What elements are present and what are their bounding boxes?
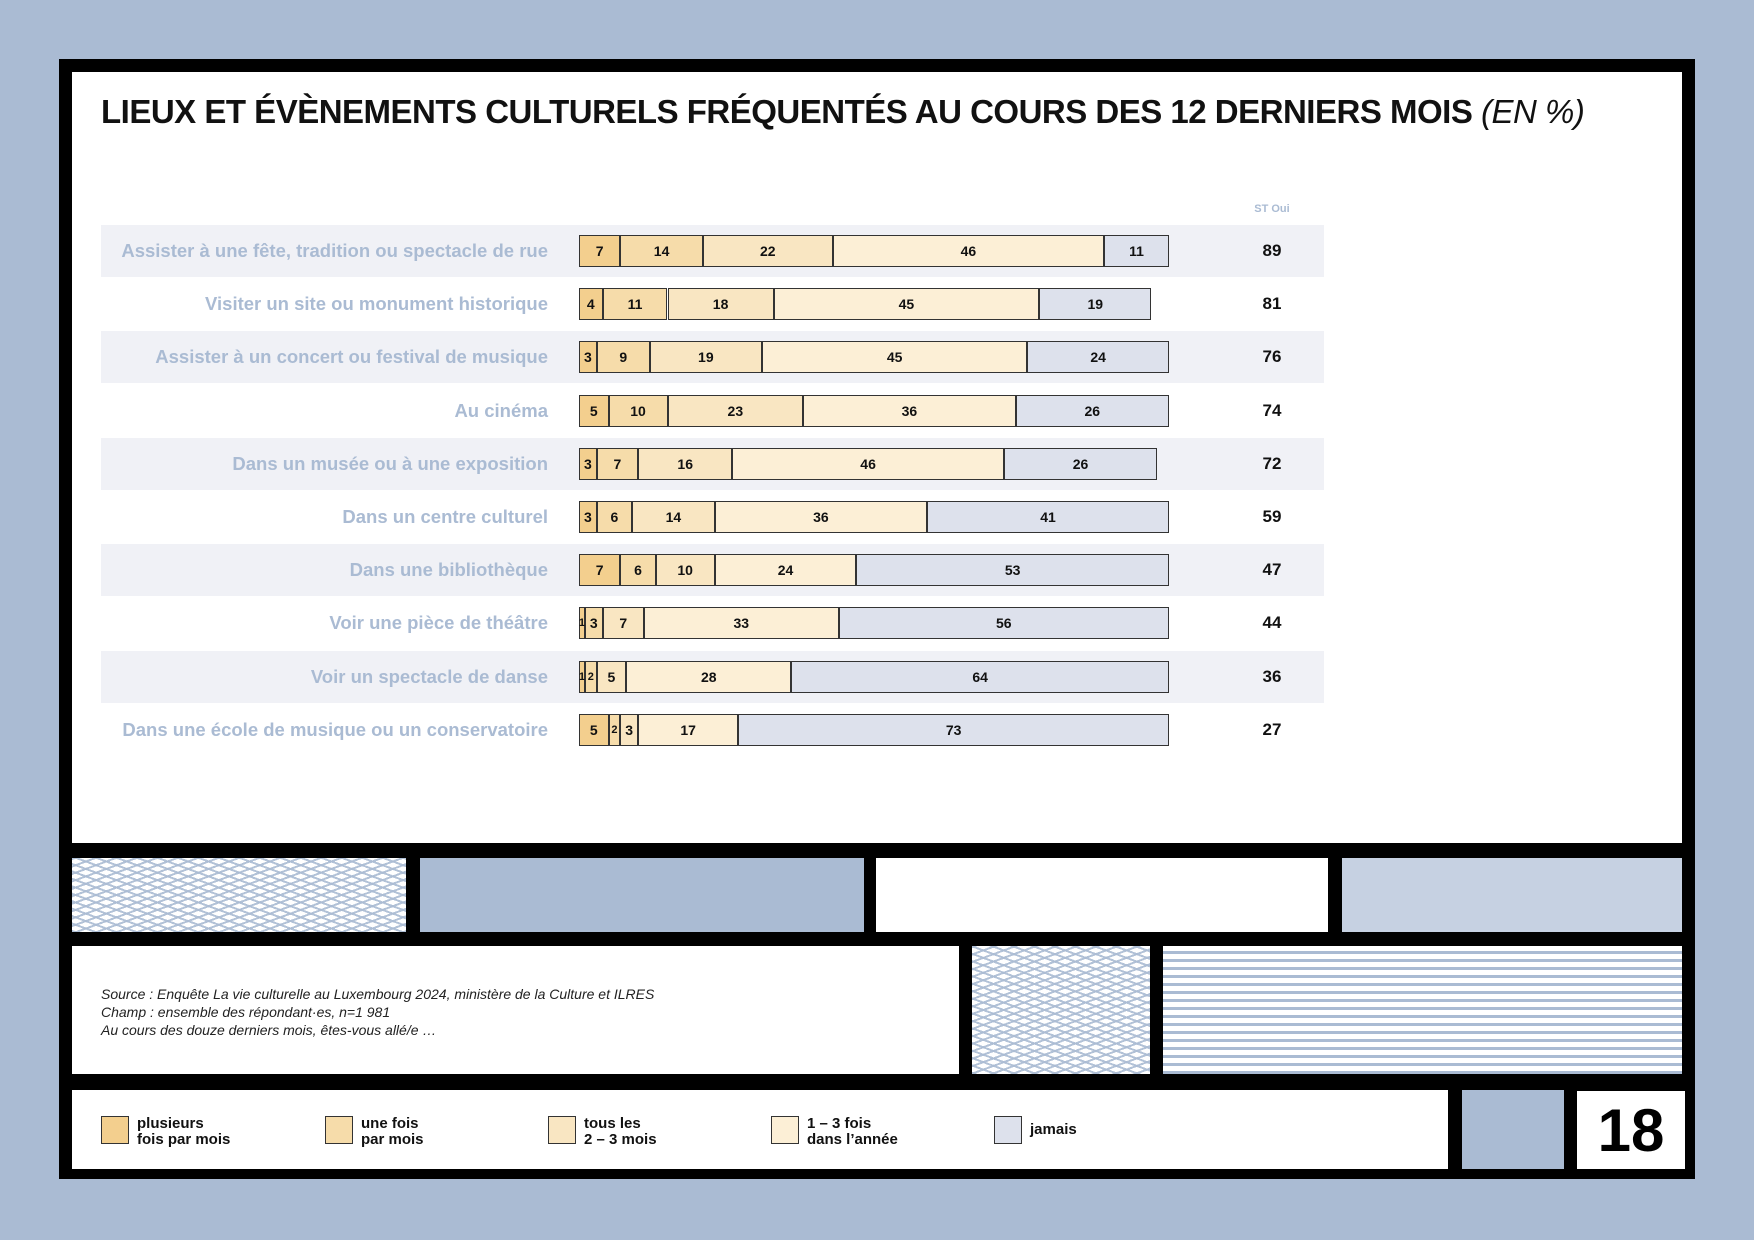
bar-segment xyxy=(579,395,609,427)
question-line: Au cours des douze derniers mois, êtes-vous allé/e … xyxy=(101,1022,437,1038)
bar-value-label: 19 xyxy=(698,349,714,366)
decor-wavy-panel-2 xyxy=(972,946,1150,1074)
decor-stripes-panel xyxy=(1163,946,1682,1074)
category-label: Dans un musée ou à une exposition xyxy=(232,452,548,474)
legend-item xyxy=(325,1116,424,1148)
bar-segment xyxy=(579,501,597,533)
bar-segment xyxy=(856,554,1169,586)
legend-label: tous les 2 – 3 mois xyxy=(584,1115,657,1148)
decor-blue-small-panel xyxy=(1462,1090,1564,1169)
bar-value-label: 2 xyxy=(611,723,618,736)
legend-label: jamais xyxy=(1030,1121,1077,1138)
bar-value-label: 14 xyxy=(665,509,682,525)
source-line: Source : Enquête La vie culturelle au Luxembourg 2024, ministère de la Culture et ILRES xyxy=(101,986,655,1002)
bar-segment xyxy=(656,554,715,586)
bar-segment xyxy=(1039,288,1151,320)
bar-value-label: 10 xyxy=(677,562,693,579)
bar-value-label: 11 xyxy=(1129,243,1144,259)
bar-segment xyxy=(638,714,738,746)
bar-segment xyxy=(668,288,774,320)
scope-line: Champ : ensemble des répondant·es, n=1 981 xyxy=(101,1004,391,1020)
bar-segment xyxy=(715,501,927,533)
bar-value-label: 23 xyxy=(727,402,744,419)
st-oui-value: 76 xyxy=(1262,347,1282,367)
bar-value-label: 9 xyxy=(619,349,628,366)
bar-segment xyxy=(632,501,715,533)
bar-value-label: 7 xyxy=(595,243,604,259)
st-oui-header: ST Oui xyxy=(1254,203,1290,215)
bar-segment xyxy=(839,607,1169,639)
chart-title xyxy=(101,93,1584,131)
legend-swatch xyxy=(548,1116,576,1144)
legend-item xyxy=(101,1116,230,1148)
bar-segment xyxy=(732,448,1003,480)
bar-segment xyxy=(579,554,620,586)
chart-title-unit: (EN %) xyxy=(1481,93,1585,130)
bar-value-label: 64 xyxy=(972,668,988,685)
category-label: Assister à un concert ou festival de musique xyxy=(155,346,548,368)
st-oui-value: 89 xyxy=(1262,241,1282,260)
bar-segment xyxy=(585,607,603,639)
bar-segment xyxy=(1104,235,1169,267)
bar-value-label: 46 xyxy=(860,455,876,472)
bar-value-label: 3 xyxy=(625,721,634,738)
bar-segment xyxy=(603,607,644,639)
bar-value-label: 3 xyxy=(583,455,592,472)
bar-value-label: 7 xyxy=(613,455,622,472)
legend-swatch xyxy=(994,1116,1022,1144)
legend-item xyxy=(771,1116,898,1148)
bar-value-label: 3 xyxy=(583,509,592,525)
source-text xyxy=(101,985,654,1039)
bar-segment xyxy=(668,395,804,427)
category-label: Voir une pièce de théâtre xyxy=(329,612,548,634)
legend-label: plusieurs fois par mois xyxy=(137,1115,231,1148)
bar-value-label: 5 xyxy=(589,402,598,419)
bar-value-label: 2 xyxy=(587,670,594,683)
legend-swatch xyxy=(101,1116,129,1144)
bar-value-label: 36 xyxy=(901,402,918,419)
bar-segment xyxy=(620,714,638,746)
bar-segment xyxy=(597,448,638,480)
bar-value-label: 22 xyxy=(760,243,776,259)
decor-blue-panel xyxy=(420,858,864,932)
bar-value-label: 16 xyxy=(677,455,693,472)
bar-segment xyxy=(597,661,627,693)
bar-segment xyxy=(774,288,1040,320)
bar-segment xyxy=(703,235,833,267)
legend-swatch xyxy=(771,1116,799,1144)
decor-lightblue-panel xyxy=(1342,858,1682,932)
bar-segment xyxy=(579,714,609,746)
st-oui-value: 27 xyxy=(1262,719,1282,739)
chart-title-text: LIEUX ET ÉVÈNEMENTS CULTURELS FRÉQUENTÉS AU COURS DES 12 DERNIERS MOIS xyxy=(101,93,1473,130)
bar-value-label: 24 xyxy=(777,562,794,579)
bar-value-label: 24 xyxy=(1090,349,1106,366)
st-oui-value: 47 xyxy=(1262,560,1282,580)
bar-value-label: 19 xyxy=(1087,296,1104,313)
category-label: Dans une école de musique ou un conservatoire xyxy=(122,718,548,740)
bar-value-label: 33 xyxy=(733,615,750,632)
bar-segment xyxy=(579,341,597,373)
legend-swatch xyxy=(325,1116,353,1144)
category-label: Visiter un site ou monument historique xyxy=(205,293,548,315)
bar-value-label: 26 xyxy=(1084,402,1101,419)
bar-value-label: 26 xyxy=(1072,455,1089,472)
st-oui-value: 36 xyxy=(1262,666,1282,686)
st-oui-value: 74 xyxy=(1262,400,1282,420)
bar-segment xyxy=(579,448,597,480)
category-label: Voir un spectacle de danse xyxy=(310,665,548,687)
bar-value-label: 1 xyxy=(578,617,586,630)
decor-white-panel xyxy=(876,858,1328,932)
category-label: Assister à une fête, tradition ou spectacle de rue xyxy=(121,240,548,261)
bar-segment xyxy=(1016,395,1169,427)
bar-value-label: 10 xyxy=(630,402,646,419)
bar-value-label: 53 xyxy=(1004,562,1021,579)
bar-value-label: 45 xyxy=(886,349,903,366)
category-label: Au cinéma xyxy=(454,399,548,421)
bar-value-label: 28 xyxy=(700,668,717,685)
bar-value-label: 45 xyxy=(898,296,915,313)
bar-segment xyxy=(738,714,1169,746)
bar-segment xyxy=(803,395,1015,427)
bar-value-label: 7 xyxy=(619,615,628,632)
bar-segment xyxy=(715,554,857,586)
bar-value-label: 4 xyxy=(586,296,595,313)
st-oui-value: 81 xyxy=(1262,294,1282,314)
bar-segment xyxy=(626,661,791,693)
bar-segment xyxy=(597,341,650,373)
bar-value-label: 5 xyxy=(589,721,598,738)
bar-segment xyxy=(791,661,1169,693)
bar-value-label: 6 xyxy=(610,509,619,525)
bar-segment xyxy=(609,714,621,746)
st-oui-value: 72 xyxy=(1262,453,1282,473)
bar-segment xyxy=(585,661,597,693)
bar-value-label: 56 xyxy=(996,615,1012,632)
bar-segment xyxy=(597,501,632,533)
bar-value-label: 3 xyxy=(583,349,592,366)
bar-segment xyxy=(762,341,1028,373)
bar-value-label: 36 xyxy=(813,509,829,525)
bar-segment xyxy=(927,501,1169,533)
bar-value-label: 7 xyxy=(595,562,604,579)
bar-segment xyxy=(1004,448,1157,480)
bar-value-label: 11 xyxy=(627,296,643,313)
bar-segment xyxy=(579,235,620,267)
bar-value-label: 3 xyxy=(589,615,598,632)
bar-segment xyxy=(603,288,668,320)
bar-segment xyxy=(579,288,603,320)
category-label: Dans une bibliothèque xyxy=(349,559,548,581)
bar-segment xyxy=(1027,341,1169,373)
bar-value-label: 14 xyxy=(653,243,670,259)
bar-value-label: 1 xyxy=(578,670,586,683)
bar-value-label: 5 xyxy=(607,668,616,685)
legend-item xyxy=(994,1116,1077,1144)
st-oui-value: 44 xyxy=(1262,613,1282,633)
decor-wavy-panel-1 xyxy=(72,858,406,932)
bar-segment xyxy=(833,235,1104,267)
category-label: Dans un centre culturel xyxy=(342,506,548,527)
bar-value-label: 41 xyxy=(1040,509,1056,525)
bar-segment xyxy=(644,607,839,639)
legend-label: une fois par mois xyxy=(361,1115,424,1148)
st-oui-value: 59 xyxy=(1262,507,1282,526)
bar-value-label: 73 xyxy=(945,721,962,738)
bar-value-label: 6 xyxy=(634,562,642,579)
bar-segment xyxy=(650,341,762,373)
bar-segment xyxy=(620,235,703,267)
bar-value-label: 18 xyxy=(712,296,729,313)
bar-value-label: 46 xyxy=(960,243,977,259)
legend-panel xyxy=(72,1090,1448,1169)
bar-value-label: 17 xyxy=(680,721,696,738)
page-number: 18 xyxy=(1577,1091,1685,1169)
bar-segment xyxy=(638,448,732,480)
bar-segment xyxy=(609,395,668,427)
legend-label: 1 – 3 fois dans l’année xyxy=(807,1115,898,1148)
legend-item xyxy=(548,1116,657,1148)
bar-segment xyxy=(620,554,655,586)
